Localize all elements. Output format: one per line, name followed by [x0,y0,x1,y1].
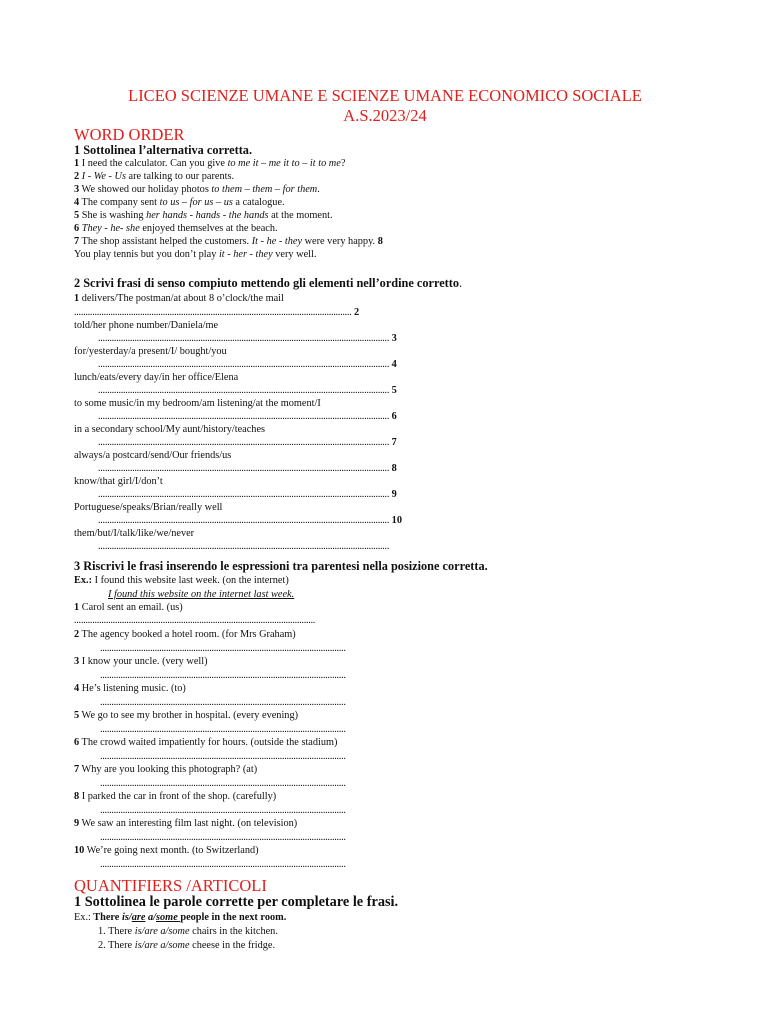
answer-line [100,723,346,736]
answer-line [98,514,402,527]
item-text-before: There [105,926,135,937]
item-number: 1 [74,602,80,613]
item-sentence: I parked the car in front of the shop. (carefully) [79,791,277,802]
answer-line [98,358,397,371]
exercise-3-item [74,655,208,668]
exercise-3-item [74,817,297,830]
item-text-before: She is washing [79,210,147,221]
item-number: 2 [74,171,80,182]
item-words: know/that girl/I/don’t [74,476,163,487]
answer-line [100,777,346,790]
exercise-2-item [74,501,222,514]
dotted-line: .......................................................................................................... [74,615,316,626]
dotted-line: ............................................................................................................ [100,643,346,654]
item-number: 1 [74,158,80,169]
exercise-2-item [74,371,238,384]
item-choices: is/are a/some [134,940,190,951]
exercise-3-title: 3 Riscrivi le frasi inserendo le espressioni tra parentesi nella posizione corretta. [74,559,488,573]
item-text-after: are talking to our parents. [125,171,235,182]
exercise-2-title-dot: . [459,276,463,290]
item-text-after: at the moment. [268,210,333,221]
item-text-after: chairs in the kitchen. [189,926,278,937]
dotted-line: ................................................................................................................................ [98,541,390,552]
dotted-line: ................................................................................................................................ [98,411,390,422]
item-number: 9 [389,489,397,500]
item-sentence: I know your uncle. (very well) [79,656,208,667]
item-sentence: Carol sent an email. (us) [79,602,183,613]
dotted-line: ............................................................................................................ [100,724,346,735]
item-number: 9 [74,818,80,829]
item-text-after: cheese in the fridge. [189,940,276,951]
item-number: 1. [98,926,106,937]
item-number: 10 [74,845,85,856]
answer-line [98,410,397,423]
dotted-line: ................................................................................................................................ [98,489,390,500]
item-sentence: He’s listening music. (to) [79,683,186,694]
item-number: 1 [74,293,80,304]
item-words: lunch/eats/every day/in her office/Elena [74,372,239,383]
exercise-2-item [74,397,321,410]
dotted-line: ................................................................................................................................ [98,437,390,448]
item-number: 2. [98,940,106,951]
item-words: Portuguese/speaks/Brian/really well [74,502,223,513]
answer-line [98,540,389,553]
item-text-after: enjoyed themselves at the beach. [139,223,278,234]
item-number: 5 [74,710,80,721]
item-words: in a secondary school/My aunt/history/teaches [74,424,266,435]
item-words: delivers/The postman/at about 8 o’clock/the mail [79,293,284,304]
dotted-line: ............................................................................................................ [100,778,346,789]
exercise-3-item [74,790,276,803]
exercise-1-title: 1 Sottolinea l’alternativa corretta. [74,143,253,157]
item-number: 6 [389,411,397,422]
example-text: I found this website last week. (on the internet) [92,575,289,586]
answer-line [98,462,397,475]
exercise-3-item [74,736,337,749]
answer-line [74,614,315,627]
exercise-1-item [74,222,278,235]
quantifiers-item [98,939,275,952]
item-sentence: Why are you looking this photograph? (at) [79,764,258,775]
item-number: 6 [74,737,80,748]
exercise-1-item [74,248,316,261]
item-words: them/but/I/talk/like/we/never [74,528,195,539]
dotted-line: ............................................................................................................ [100,832,346,843]
item-choices: I - We - Us [81,171,126,182]
item-words: for/yesterday/a present/I/ bought/you [74,346,227,357]
answer-line [100,831,346,844]
item-number: 2 [74,629,80,640]
exercise-2-item [74,527,194,540]
answer-line [100,669,346,682]
item-choices: It - he - they [251,236,303,247]
school-year: A.S.2023/24 [343,106,427,125]
item-text-after: very well. [272,249,317,260]
item-text-before: The company sent [79,197,160,208]
item-text-before: You play tennis but you don’t play [74,249,219,260]
item-number: 3 [74,184,80,195]
item-text-before: The shop assistant helped the customers. [79,236,252,247]
item-number: 4 [74,683,80,694]
dotted-line: ................................................................................................................................ [98,385,390,396]
quantifiers-example-option-underlined: are [131,912,146,923]
item-number: 8 [389,463,397,474]
answer-line [100,750,346,763]
item-number: 3 [389,333,397,344]
item-text-after: a catalogue. [232,197,285,208]
dotted-line: ................................................................................................................................ [98,515,390,526]
item-text-after: ? [340,158,346,169]
item-text-before: I need the calculator. Can you give [79,158,228,169]
dotted-line: .......................................................................................................................... [74,307,352,318]
exercise-2-item [74,345,227,358]
exercise-3-item [74,763,257,776]
quantifiers-example-option-underlined: some [156,912,181,923]
exercise-3-item [74,844,259,857]
answer-line [98,332,397,345]
item-number: 10 [389,515,402,526]
exercise-1-item [74,196,285,209]
dotted-line: ............................................................................................................ [100,751,346,762]
item-words: always/a postcard/send/Our friends/us [74,450,232,461]
quantifiers-example-label: Ex.: [74,912,91,923]
exercise-3-item [74,601,183,614]
item-number: 4 [389,359,397,370]
exercise-3-item [74,709,298,722]
exercise-1-item [74,209,333,222]
exercise-3-item [74,682,186,695]
quantifiers-example-option: is/ [121,912,132,923]
item-number: 5 [74,210,80,221]
item-number: 7 [389,437,397,448]
item-sentence: We’re going next month. (to Switzerland) [84,845,259,856]
item-sentence: The agency booked a hotel room. (for Mrs Graham) [79,629,296,640]
item-choices: to me it – me it to – it to me [227,158,341,169]
dotted-line: ............................................................................................................ [100,697,346,708]
dotted-line: ............................................................................................................ [100,670,346,681]
quantifiers-item [98,925,278,938]
item-text-before: There [105,940,135,951]
item-choices: is/are a/some [134,926,190,937]
item-words: to some music/in my bedroom/am listening/at the moment/I [74,398,321,409]
item-text-after: . [317,184,320,195]
dotted-line: ............................................................................................................ [100,805,346,816]
quantifiers-example-option: a/ [145,912,157,923]
item-text-before: We showed our holiday photos [79,184,212,195]
exercise-2-title-text: 2 Scrivi frasi di senso compiuto mettendo gli elementi nell’ordine corretto [74,276,460,290]
exercise-2-item [74,319,218,332]
item-number: 2 [351,307,360,318]
item-sentence: We go to see my brother in hospital. (every evening) [79,710,299,721]
dotted-line: ............................................................................................................ [100,859,346,870]
section-title-quantifiers: QUANTIFIERS /ARTICOLI [74,876,267,895]
answer-line [100,804,346,817]
example-label: Ex.: [74,575,93,586]
answer-line [98,436,397,449]
dotted-line: ................................................................................................................................ [98,463,390,474]
section-title-word-order: WORD ORDER [74,125,185,144]
answer-line [74,306,359,319]
answer-line [98,384,397,397]
item-sentence: We saw an interesting film last night. (on television) [79,818,298,829]
exercise-1-item [74,157,345,170]
item-choices: They - he- she [81,223,140,234]
answer-line [100,858,346,871]
item-number: 8 [377,236,383,247]
exercise-2-item [74,423,265,436]
item-number: 7 [74,236,80,247]
item-text-after: were very happy. [302,236,378,247]
exercise-2-item [74,449,231,462]
exercise-3-example [74,574,289,587]
quantifiers-example [74,911,286,924]
item-sentence: The crowd waited impatiently for hours. (outside the stadium) [79,737,338,748]
item-choices: her hands - hands - the hands [146,210,269,221]
item-number: 4 [74,197,80,208]
answer-line [98,488,397,501]
exercise-3-example-answer: I found this website on the internet last week. [108,589,295,600]
item-number: 3 [74,656,80,667]
exercise-2-title [74,276,462,291]
item-choices: to us – for us – us [159,197,233,208]
exercise-2-item [74,475,163,488]
answer-line [100,642,346,655]
item-number: 6 [74,223,80,234]
item-number: 8 [74,791,80,802]
exercise-3-item [74,628,296,641]
item-number: 5 [389,385,397,396]
item-words: told/her phone number/Daniela/me [74,320,219,331]
item-choices: it - her - they [218,249,273,260]
dotted-line: ................................................................................................................................ [98,359,390,370]
item-number: 7 [74,764,80,775]
quantifiers-example-before: There [90,912,122,923]
dotted-line: ................................................................................................................................ [98,333,390,344]
item-choices: to them – them – for them [211,184,318,195]
quantifiers-example-after: people in the next room. [180,912,287,923]
exercise-1-item [74,183,320,196]
quantifiers-exercise-1-title: 1 Sottolinea le parole corrette per completare le frasi. [74,894,399,910]
exercise-2-item [74,292,284,305]
answer-line [100,696,346,709]
exercise-1-item [74,170,234,183]
school-title: LICEO SCIENZE UMANE E SCIENZE UMANE ECONOMICO SOCIALE [128,86,642,105]
exercise-1-item [74,235,383,248]
